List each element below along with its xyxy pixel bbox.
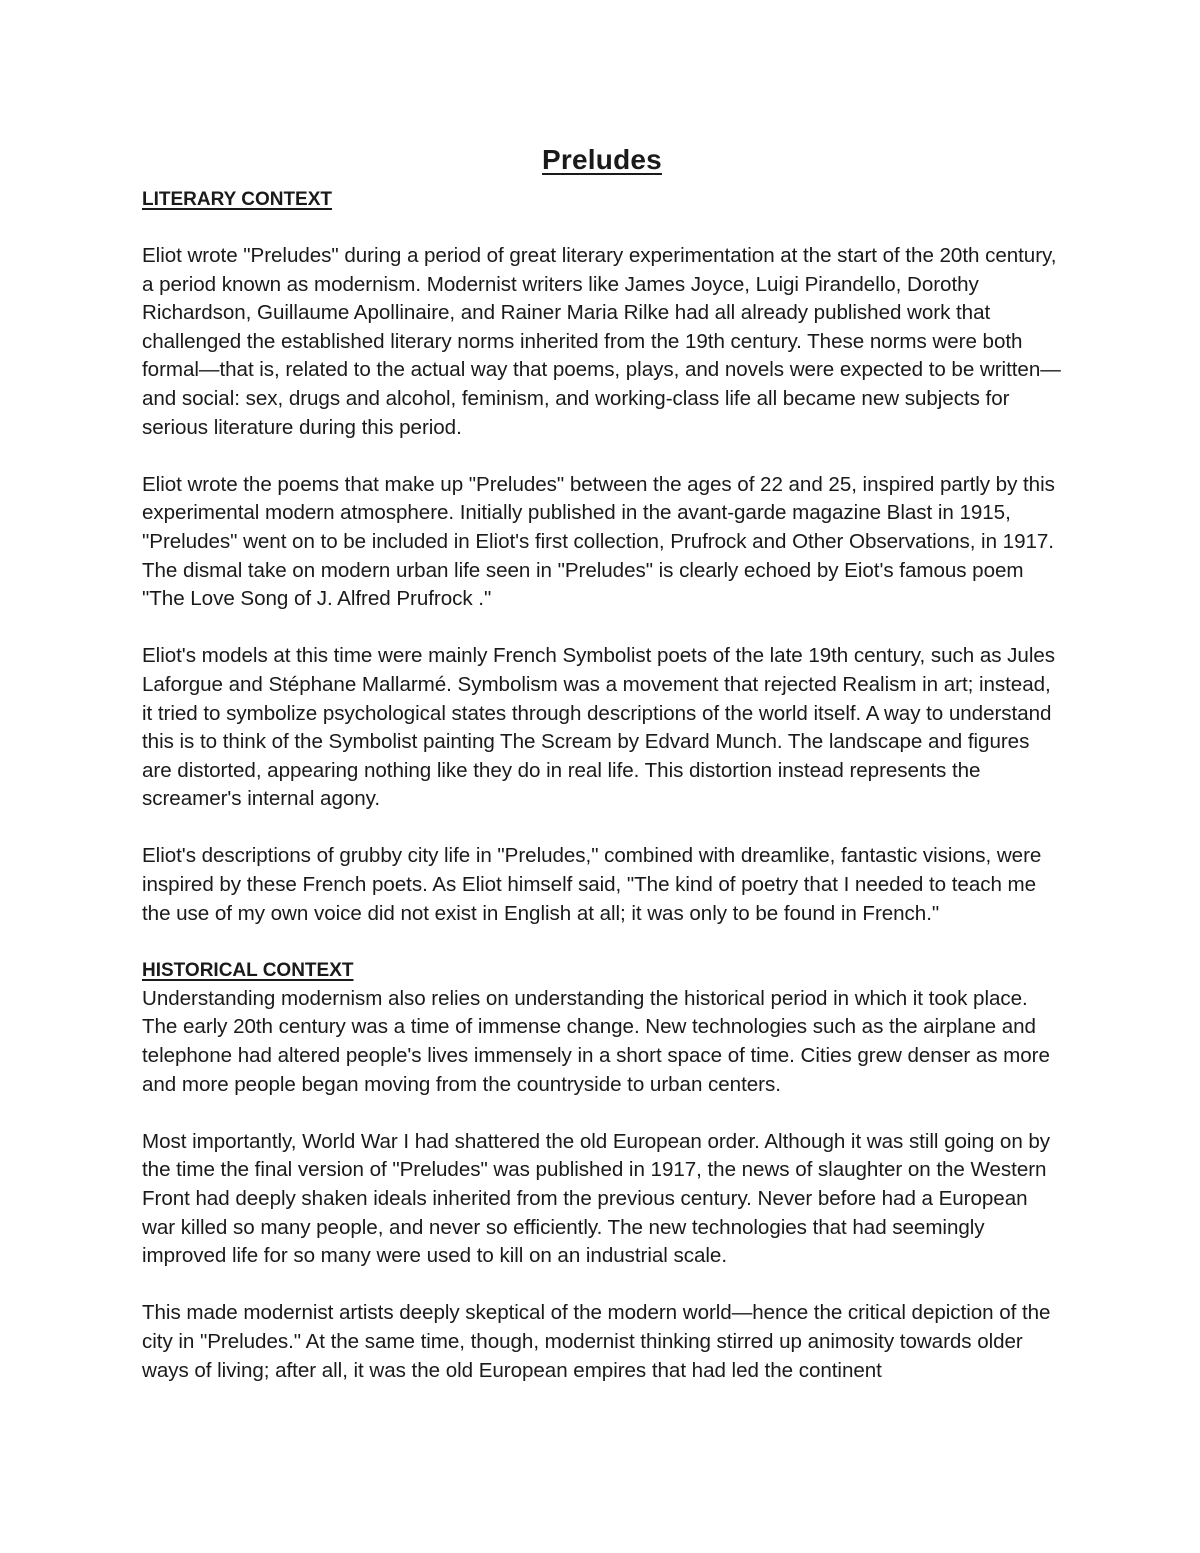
paragraph: Eliot wrote "Preludes" during a period of great literary experimentation at the start of the 20th century, a period known as modernism. Modernist writers like James Joyce, Luigi Pirandello, Dorothy Richardson, Guillaume Apollinaire, and Rainer Maria Rilke had all already published work that challenged the established literary norms inherited from the 19th century. These norms were both formal—that is, related to the actual way that poems, plays, and novels were expected to be written—and social: sex, drugs and alcohol, feminism, and working-class life all became new subjects for serious literature during this period. (142, 244, 1061, 439)
section-heading-literary-context: LITERARY CONTEXT (142, 189, 333, 210)
paragraph: Eliot wrote the poems that make up "Preludes" between the ages of 22 and 25, inspired partly by this experimental modern atmosphere. Initially published in the avant-garde magazine Blast in 1915, "Preludes" went on to be included in Eliot's first collection, Prufrock and Other Observations, in 1917. The dismal take on modern urban life seen in "Preludes" is clearly echoed by Eiot's famous poem "The Love Song of J. Alfred Prufrock ." (142, 472, 1055, 611)
paragraph: Most importantly, World War I had shattered the old European order. Although it was still going on by the time the final version of "Preludes" was published in 1917, the news of slaughter on the Western Front had deeply shaken ideals inherited from the previous century. Never before had a European war killed so many people, and never so efficiently. The new technologies that had seemingly improved life for so many were used to kill on an industrial scale. (142, 1129, 1051, 1268)
document-title: Preludes (542, 144, 662, 175)
paragraph: Eliot's models at this time were mainly French Symbolist poets of the late 19th century, such as Jules Laforgue and Stéphane Mallarmé. Symbolism was a movement that rejected Realism in art; instead, it tried to symbolize psychological states through descriptions of the world itself. A way to understand this is to think of the Symbolist painting The Scream by Edvard Munch. The landscape and figures are distorted, appearing nothing like they do in real life. This distortion instead represents the screamer's internal agony. (142, 644, 1055, 811)
document-page (142, 140, 1062, 1385)
section-heading-historical-context: HISTORICAL CONTEXT (142, 959, 354, 981)
paragraph: Understanding modernism also relies on understanding the historical period in which it took place. The early 20th century was a time of immense change. New technologies such as the airplane and telephone had altered people's lives immensely in a short space of time. Cities grew denser as more and more people began moving from the countryside to urban centers. (142, 986, 1050, 1096)
paragraph: This made modernist artists deeply skeptical of the modern world—hence the critical depiction of the city in "Preludes." At the same time, though, modernist thinking stirred up animosity towards older ways of living; after all, it was the old European empires that had led the continent (142, 1301, 1051, 1382)
paragraph: Eliot's descriptions of grubby city life in "Preludes," combined with dreamlike, fantastic visions, were inspired by these French poets. As Eliot himself said, "The kind of poetry that I needed to teach me the use of my own voice did not exist in English at all; it was only to be found in French." (142, 844, 1042, 925)
